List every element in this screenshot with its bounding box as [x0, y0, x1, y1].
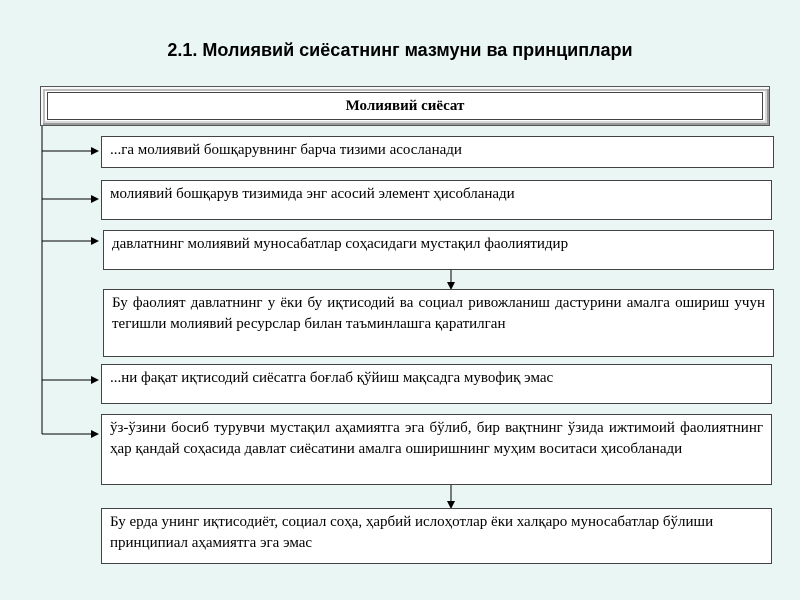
page-title: 2.1. Молиявий сиёсатнинг мазмуни ва принциплари	[167, 40, 633, 60]
header-box	[40, 86, 770, 126]
box-1: ...га молиявий бошқарувнинг барча тизими асосланади	[101, 136, 774, 168]
box-4: Бу фаолият давлатнинг у ёки бу иқтисодий ва социал ривожланиш дастурини амалга ошириш учун тегишли молиявий ресурслар билан таъминлашга қаратилган	[103, 289, 774, 357]
box-5: ...ни фақат иқтисодий сиёсатга боғлаб қўйиш мақсадга мувофиқ эмас	[101, 364, 772, 404]
box-6: ўз-ўзини босиб турувчи мустақил аҳамиятга эга бўлиб, бир вақтнинг ўзида ижтимоий фаолиятнинг ҳар қандай соҳасида давлат сиёсатини амалга оширишнинг муҳим воситаси ҳисобланади	[101, 414, 772, 485]
header-label: Молиявий сиёсат	[47, 92, 763, 120]
box-2: молиявий бошқарув тизимида энг асосий элемент ҳисобланади	[101, 180, 772, 220]
box-7: Бу ерда унинг иқтисодиёт, социал соҳа, ҳарбий ислоҳотлар ёки халқаро муносабатлар бўлиши принципиал аҳамиятга эга эмас	[101, 508, 772, 564]
box-3: давлатнинг молиявий муносабатлар соҳасидаги мустақил фаолиятидир	[103, 230, 774, 270]
